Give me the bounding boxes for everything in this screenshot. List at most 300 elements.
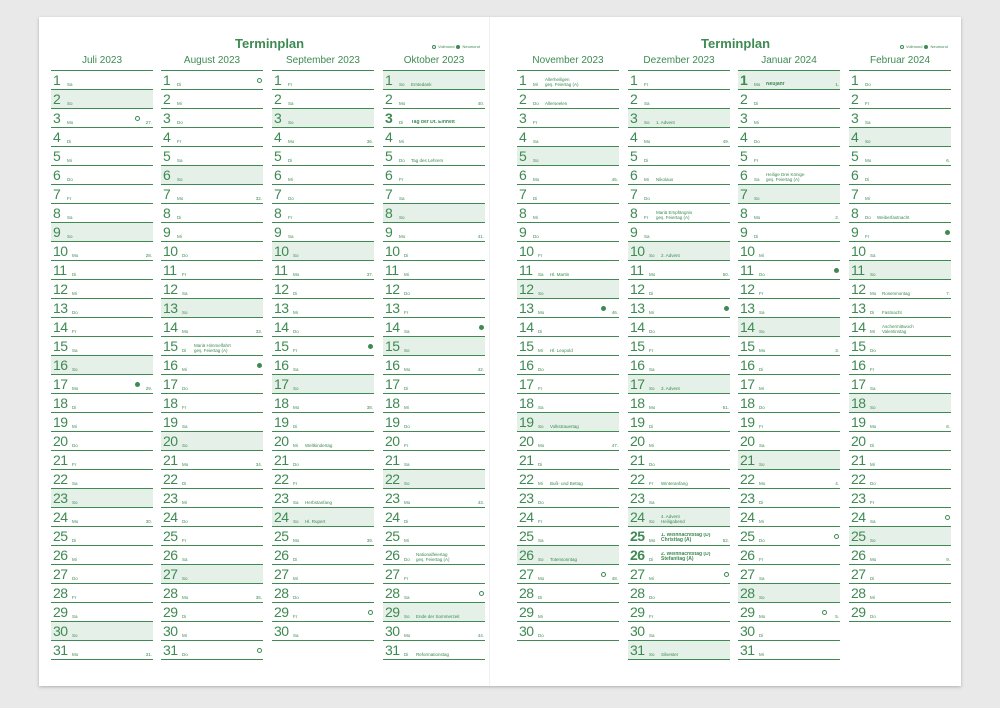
weekday: Do	[293, 462, 299, 467]
day-number: 7	[740, 186, 748, 202]
weekday: Mi	[759, 652, 764, 657]
day-row	[628, 489, 730, 508]
weekday: Sa	[538, 272, 544, 277]
weekday: Mo	[404, 367, 411, 372]
weekday: So	[538, 557, 544, 562]
day-row	[849, 109, 951, 128]
event-text: 3. Advent	[661, 386, 680, 391]
day-row	[383, 508, 485, 527]
weekday: Sa	[404, 329, 410, 334]
weekday: Fr	[182, 272, 187, 277]
weekday: Di	[404, 386, 409, 391]
weekday: Di	[177, 82, 182, 87]
day-row	[738, 375, 840, 394]
weekday: Mo	[759, 348, 766, 353]
day-number: 2	[740, 91, 748, 107]
day-number: 23	[630, 490, 645, 506]
weekday: Fr	[72, 595, 77, 600]
day-row	[517, 432, 619, 451]
weekday: Mi	[72, 291, 77, 296]
day-row	[849, 128, 951, 147]
day-row	[161, 71, 263, 90]
weekday: Sa	[404, 595, 410, 600]
day-number: 12	[53, 281, 68, 297]
day-row	[161, 280, 263, 299]
week-number: 32.	[255, 196, 262, 201]
day-number: 31	[163, 642, 178, 658]
day-row	[517, 470, 619, 489]
month-header: Juli 2023	[51, 51, 153, 71]
day-number: 17	[274, 376, 289, 392]
day-row	[272, 546, 374, 565]
month-column	[738, 51, 840, 660]
day-number: 10	[519, 243, 534, 259]
day-row	[628, 584, 730, 603]
day-number: 1	[163, 72, 171, 88]
full-moon-icon	[601, 306, 606, 311]
day-row	[517, 280, 619, 299]
weekday: Sa	[182, 291, 188, 296]
day-row	[849, 451, 951, 470]
legend-label: Neumond	[462, 44, 480, 49]
weekday: Mo	[404, 500, 411, 505]
weekday: Mi	[182, 633, 187, 638]
weekday: Mo	[649, 538, 656, 543]
weekday: Do	[182, 253, 188, 258]
week-number: 1.	[835, 82, 839, 87]
legend-label: Vollmond	[438, 44, 455, 49]
day-row	[628, 185, 730, 204]
week-number: 39.	[366, 538, 373, 543]
day-number: 12	[851, 281, 866, 297]
week-number: 44.	[477, 633, 484, 638]
weekday: Mo	[533, 177, 540, 182]
day-row	[849, 223, 951, 242]
week-number: 29.	[145, 386, 152, 391]
week-number: 52.	[722, 538, 729, 543]
day-row	[161, 470, 263, 489]
day-number: 19	[274, 414, 289, 430]
day-row	[272, 261, 374, 280]
weekday: Fr	[649, 348, 654, 353]
weekday: Mo	[399, 234, 406, 239]
day-number: 23	[274, 490, 289, 506]
day-number: 24	[740, 509, 755, 525]
day-row	[628, 128, 730, 147]
day-number: 21	[274, 452, 289, 468]
month-header: September 2023	[272, 51, 374, 71]
day-number: 17	[740, 376, 755, 392]
day-number: 26	[385, 547, 400, 563]
day-row	[51, 128, 153, 147]
weekday: Fr	[759, 424, 764, 429]
day-number: 9	[851, 224, 859, 240]
weekday: Sa	[293, 367, 299, 372]
day-number: 31	[53, 642, 68, 658]
day-number: 9	[630, 224, 638, 240]
day-number: 3	[385, 110, 393, 126]
day-number: 17	[385, 376, 400, 392]
day-row	[272, 128, 374, 147]
day-number: 29	[385, 604, 400, 620]
day-number: 20	[630, 433, 645, 449]
day-number: 4	[851, 129, 859, 145]
day-row	[849, 261, 951, 280]
day-row	[849, 204, 951, 223]
weekday: Fr	[538, 386, 543, 391]
event-text: Mariä Himmelfahrt geş. Feiertag (A)	[194, 343, 231, 353]
day-row	[738, 109, 840, 128]
day-list	[517, 71, 619, 641]
day-list	[628, 71, 730, 660]
week-number: 41.	[477, 234, 484, 239]
day-row	[383, 622, 485, 641]
day-row	[517, 147, 619, 166]
day-row	[628, 394, 730, 413]
day-number: 27	[630, 566, 645, 582]
day-number: 17	[53, 376, 68, 392]
event-text: Weltkindertag	[305, 443, 333, 448]
weekday: Mi	[759, 253, 764, 258]
day-number: 6	[385, 167, 393, 183]
day-number: 2	[385, 91, 393, 107]
weekday: So	[404, 481, 410, 486]
day-row	[628, 622, 730, 641]
weekday: Fr	[72, 462, 77, 467]
new-moon-icon	[900, 45, 904, 49]
event-text: Rosenmontag	[882, 291, 911, 296]
day-number: 4	[519, 129, 527, 145]
weekday: Di	[754, 101, 759, 106]
weekday: Sa	[533, 139, 539, 144]
day-number: 8	[385, 205, 393, 221]
week-number: 49.	[722, 139, 729, 144]
event-text: Tag der Dt. Einheit	[411, 120, 455, 125]
weekday: Mi	[404, 272, 409, 277]
day-row	[272, 622, 374, 641]
day-row	[51, 394, 153, 413]
day-row	[628, 470, 730, 489]
day-number: 24	[851, 509, 866, 525]
day-number: 3	[740, 110, 748, 126]
day-number: 23	[53, 490, 68, 506]
day-row	[517, 318, 619, 337]
weekday: Mo	[288, 139, 295, 144]
day-number: 18	[519, 395, 534, 411]
weekday: Di	[177, 215, 182, 220]
weekday: Do	[759, 538, 765, 543]
day-number: 26	[740, 547, 755, 563]
day-row	[517, 565, 619, 584]
weekday: Mi	[182, 500, 187, 505]
weekday: Di	[72, 538, 77, 543]
day-number: 14	[740, 319, 755, 335]
day-number: 2	[53, 91, 61, 107]
day-number: 22	[740, 471, 755, 487]
day-row	[628, 109, 730, 128]
day-number: 11	[163, 262, 177, 278]
day-row	[51, 299, 153, 318]
weekday: Mo	[538, 310, 545, 315]
day-number: 17	[630, 376, 645, 392]
event-text: Allerseelen	[545, 101, 568, 106]
weekday: Mo	[754, 215, 761, 220]
week-number: 46.	[611, 310, 618, 315]
month-header: August 2023	[161, 51, 263, 71]
week-number: 43.	[477, 500, 484, 505]
day-number: 4	[740, 129, 748, 145]
weekday: Mo	[182, 462, 189, 467]
day-row	[383, 356, 485, 375]
day-row	[161, 204, 263, 223]
weekday: Do	[649, 329, 655, 334]
day-number: 24	[385, 509, 400, 525]
day-row	[849, 546, 951, 565]
day-number: 19	[851, 414, 866, 430]
day-number: 8	[274, 205, 282, 221]
day-number: 3	[630, 110, 638, 126]
weekday: Di	[404, 253, 409, 258]
weekday: Mo	[72, 519, 79, 524]
day-number: 2	[274, 91, 282, 107]
day-row	[51, 204, 153, 223]
day-number: 25	[53, 528, 68, 544]
day-row	[51, 71, 153, 90]
weekday: Mo	[182, 595, 189, 600]
day-number: 7	[163, 186, 171, 202]
day-number: 10	[385, 243, 400, 259]
day-number: 28	[630, 585, 645, 601]
event-text: Hl. Leopold	[550, 348, 573, 353]
event-text: Volkstrauertag	[550, 424, 579, 429]
day-number: 4	[53, 129, 61, 145]
event-text: Erntedank	[411, 82, 432, 87]
day-row	[272, 71, 374, 90]
day-number: 24	[274, 509, 289, 525]
month-column	[517, 51, 619, 641]
day-list	[51, 71, 153, 660]
event-text: Winteranfang	[661, 481, 688, 486]
day-row	[272, 470, 374, 489]
weekday: Fr	[72, 329, 77, 334]
new-moon-icon	[432, 45, 436, 49]
day-row	[161, 489, 263, 508]
weekday: Fr	[182, 405, 187, 410]
day-number: 5	[519, 148, 527, 164]
weekday: Do	[72, 576, 78, 581]
new-moon-icon	[724, 572, 729, 577]
weekday: Di	[67, 139, 72, 144]
event-text: Aschermittwoch Valentinstag	[882, 324, 914, 334]
day-number: 6	[630, 167, 638, 183]
day-number: 10	[630, 243, 645, 259]
day-row	[517, 413, 619, 432]
weekday: Mo	[759, 614, 766, 619]
day-row	[849, 508, 951, 527]
day-row	[383, 261, 485, 280]
day-number: 29	[740, 604, 755, 620]
day-number: 13	[740, 300, 755, 316]
new-moon-icon	[368, 610, 373, 615]
day-row	[849, 432, 951, 451]
event-text: Hl. Rupert	[305, 519, 326, 524]
weekday: Sa	[759, 576, 765, 581]
day-row	[383, 394, 485, 413]
weekday: Mi	[533, 82, 538, 87]
day-row	[51, 470, 153, 489]
day-row	[738, 166, 840, 185]
weekday: Sa	[649, 633, 655, 638]
day-row	[383, 375, 485, 394]
day-row	[51, 527, 153, 546]
day-number: 19	[519, 414, 534, 430]
day-number: 26	[53, 547, 68, 563]
day-number: 19	[630, 414, 645, 430]
day-number: 8	[163, 205, 171, 221]
day-row	[738, 394, 840, 413]
day-row	[51, 337, 153, 356]
weekday: Sa	[865, 120, 871, 125]
weekday: Di	[649, 557, 654, 562]
weekday: Mi	[538, 614, 543, 619]
day-row	[628, 299, 730, 318]
day-row	[161, 147, 263, 166]
weekday: Fr	[293, 481, 298, 486]
day-row	[383, 603, 485, 622]
day-number: 1	[385, 72, 393, 88]
weekday: Do	[182, 652, 188, 657]
day-number: 21	[740, 452, 755, 468]
day-row	[628, 71, 730, 90]
day-row	[272, 204, 374, 223]
weekday: Do	[404, 424, 410, 429]
weekday: Di	[649, 424, 654, 429]
month-column	[628, 51, 730, 660]
legend-label: Vollmond	[906, 44, 923, 49]
week-number: 27.	[145, 120, 152, 125]
weekday: Mi	[644, 177, 649, 182]
day-row	[849, 527, 951, 546]
day-row	[383, 432, 485, 451]
weekday: Mo	[649, 272, 656, 277]
day-row	[272, 90, 374, 109]
day-row	[272, 356, 374, 375]
day-number: 29	[851, 604, 866, 620]
weekday: So	[293, 253, 299, 258]
month-column	[51, 51, 153, 660]
day-number: 15	[385, 338, 400, 354]
day-row	[628, 242, 730, 261]
day-row	[383, 413, 485, 432]
event-text: 2. Advent	[661, 253, 680, 258]
day-row	[849, 603, 951, 622]
day-row	[272, 280, 374, 299]
day-number: 26	[274, 547, 289, 563]
day-number: 7	[53, 186, 61, 202]
day-row	[51, 413, 153, 432]
weekday: Do	[182, 386, 188, 391]
weekday: Sa	[538, 538, 544, 543]
day-number: 18	[851, 395, 866, 411]
weekday: Di	[293, 424, 298, 429]
day-number: 5	[740, 148, 748, 164]
week-number: 33.	[255, 329, 262, 334]
day-row	[51, 166, 153, 185]
day-row	[51, 147, 153, 166]
weekday: So	[533, 158, 539, 163]
day-row	[383, 641, 485, 660]
day-number: 31	[385, 642, 400, 658]
event-text: Totensonntag	[550, 557, 578, 562]
weekday: Mo	[182, 329, 189, 334]
day-row	[517, 489, 619, 508]
day-number: 28	[740, 585, 755, 601]
day-row	[383, 318, 485, 337]
event-text: Allerheiligen geş. Feiertag (A)	[545, 77, 579, 87]
day-row	[383, 147, 485, 166]
weekday: So	[649, 386, 655, 391]
day-number: 13	[851, 300, 866, 316]
day-row	[517, 375, 619, 394]
day-row	[738, 90, 840, 109]
day-row	[272, 527, 374, 546]
weekday: Sa	[72, 348, 78, 353]
day-row	[517, 185, 619, 204]
day-row	[161, 166, 263, 185]
weekday: Do	[533, 234, 539, 239]
day-number: 26	[630, 547, 645, 563]
day-number: 30	[163, 623, 178, 639]
week-number: 30.	[145, 519, 152, 524]
day-number: 30	[519, 623, 534, 639]
day-row	[738, 565, 840, 584]
weekday: Mo	[72, 652, 79, 657]
weekday: Do	[288, 196, 294, 201]
full-moon-icon	[834, 268, 839, 273]
day-row	[517, 90, 619, 109]
day-number: 13	[385, 300, 400, 316]
day-row	[383, 337, 485, 356]
day-number: 14	[385, 319, 400, 335]
weekday: So	[72, 367, 78, 372]
day-number: 18	[385, 395, 400, 411]
day-row	[51, 223, 153, 242]
weekday: So	[754, 196, 760, 201]
day-number: 1	[519, 72, 527, 88]
month-column	[272, 51, 374, 641]
full-moon-icon	[456, 45, 460, 49]
day-number: 30	[274, 623, 289, 639]
day-number: 17	[851, 376, 866, 392]
day-row	[51, 622, 153, 641]
day-row	[272, 375, 374, 394]
new-moon-icon	[945, 515, 950, 520]
day-row	[849, 489, 951, 508]
day-row	[161, 109, 263, 128]
event-text: Ende der Sommerzeit	[416, 614, 460, 619]
weekday: Sa	[177, 158, 183, 163]
weekday: Di	[404, 652, 409, 657]
month-header: Februar 2024	[849, 51, 951, 71]
weekday: Do	[649, 595, 655, 600]
day-row	[738, 204, 840, 223]
day-number: 2	[630, 91, 638, 107]
day-row	[383, 280, 485, 299]
day-number: 11	[851, 262, 865, 278]
day-number: 3	[851, 110, 859, 126]
day-number: 9	[274, 224, 282, 240]
day-number: 30	[53, 623, 68, 639]
